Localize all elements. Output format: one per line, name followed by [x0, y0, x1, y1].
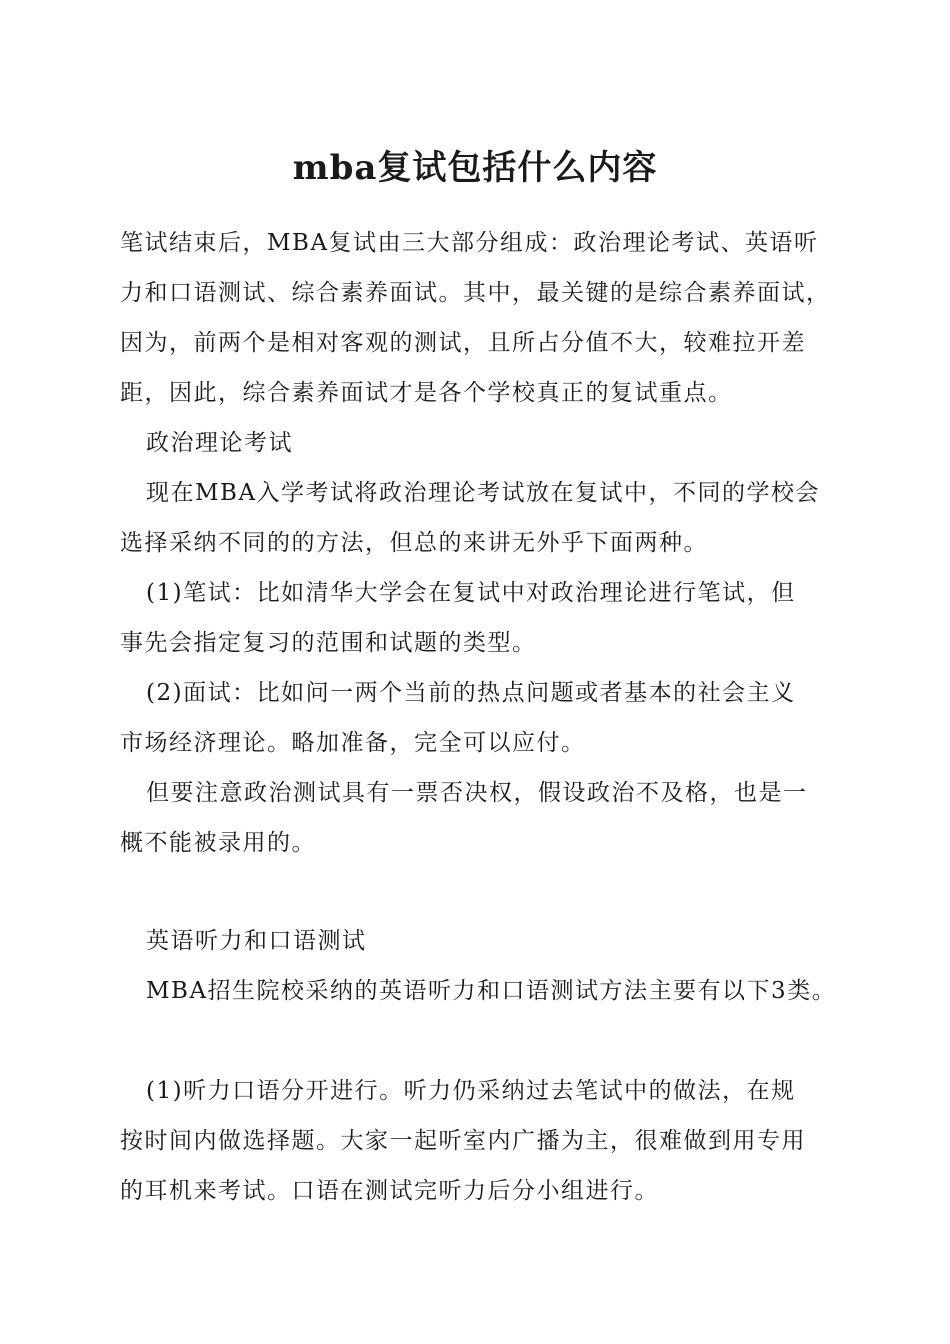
section-heading-english: 英语听力和口语测试 [146, 928, 367, 954]
list-item-line: (2)面试：比如问一两个当前的热点问题或者基本的社会主义 [146, 680, 796, 706]
paragraph-line: 力和口语测试、综合素养面试。其中，最关键的是综合素养面试， [120, 280, 831, 306]
paragraph-line: 但要注意政治测试具有一票否决权，假设政治不及格，也是一 [146, 780, 808, 806]
paragraph-line: 选择采纳不同的的方法，但总的来讲无外乎下面两种。 [120, 530, 708, 556]
document-title: mba复试包括什么内容 [292, 148, 658, 188]
paragraph-line: 笔试结束后，MBA复试由三大部分组成：政治理论考试、英语听 [120, 230, 819, 256]
paragraph-line: MBA招生院校采纳的英语听力和口语测试方法主要有以下3类。 [146, 978, 837, 1004]
list-item-line: 事先会指定复习的范围和试题的类型。 [120, 630, 537, 656]
list-item-line: (1)听力口语分开进行。听力仍采纳过去笔试中的做法，在规 [146, 1078, 796, 1104]
paragraph-line: 现在MBA入学考试将政治理论考试放在复试中，不同的学校会 [146, 480, 821, 506]
list-item-line: 市场经济理论。略加准备，完全可以应付。 [120, 730, 586, 756]
list-item-line: 的耳机来考试。口语在测试完听力后分小组进行。 [120, 1178, 659, 1204]
paragraph-line: 概不能被录用的。 [120, 830, 316, 856]
paragraph-line: 距，因此，综合素养面试才是各个学校真正的复试重点。 [120, 380, 733, 406]
list-item-line: 按时间内做选择题。大家一起听室内广播为主，很难做到用专用 [120, 1128, 806, 1154]
list-item-line: (1)笔试：比如清华大学会在复试中对政治理论进行笔试，但 [146, 580, 796, 606]
section-heading-politics: 政治理论考试 [146, 430, 293, 456]
paragraph-line: 因为，前两个是相对客观的测试，且所占分值不大，较难拉开差 [120, 330, 806, 356]
